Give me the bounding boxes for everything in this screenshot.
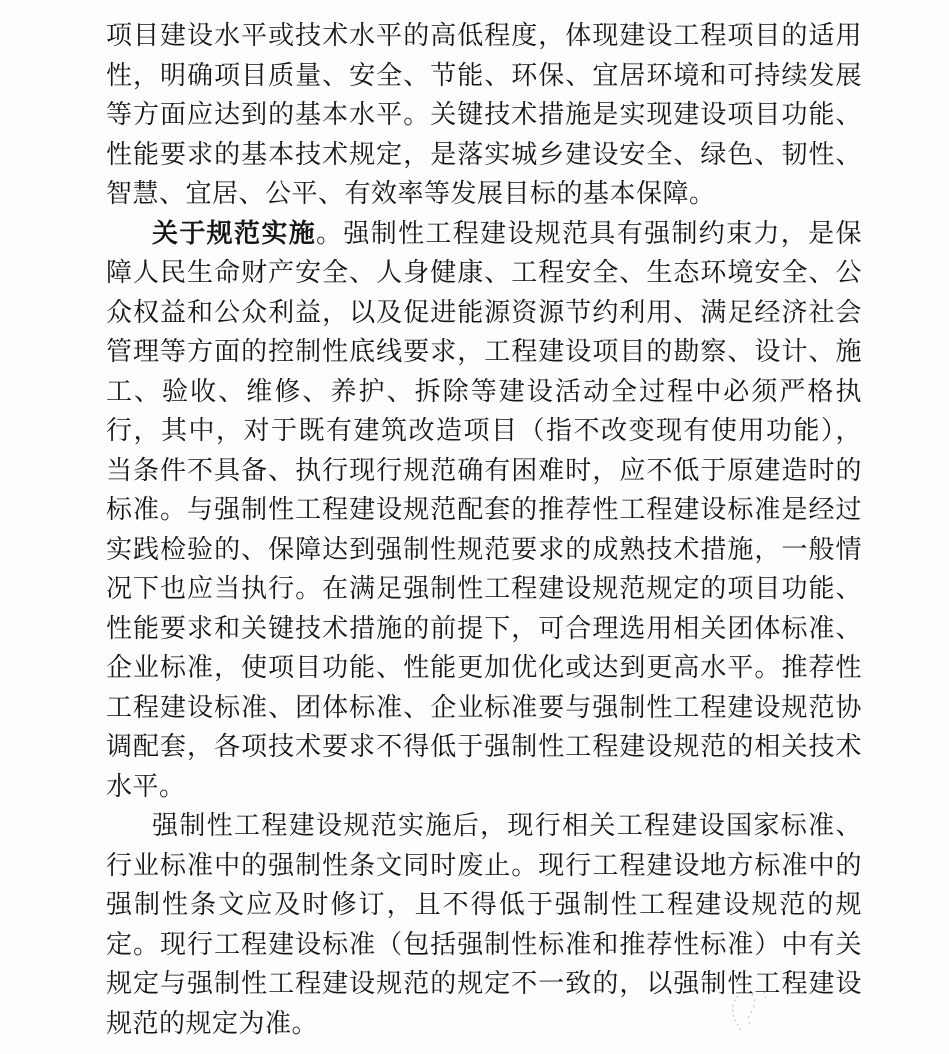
text-line: 众权益和公众利益，以及促进能源资源节约利用、满足经济社会: [106, 297, 862, 327]
text-line: 工、验收、维修、养护、拆除等建设活动全过程中必须严格执: [106, 376, 862, 406]
ink-smudge-mark: [728, 990, 774, 1042]
text-line: 调配套，各项技术要求不得低于强制性工程建设规范的相关技术: [106, 732, 862, 761]
text-line: 障人民生命财产安全、人身健康、工程安全、生态环境安全、公: [106, 258, 862, 287]
text-line: 工程建设标准、团体标准、企业标准要与强制性工程建设规范协: [106, 692, 862, 722]
text-line: 项目建设水平或技术水平的高低程度，体现建设工程项目的适用: [106, 21, 862, 50]
text-line: 规范的规定为准。: [106, 1008, 319, 1038]
text-line: 定。现行工程建设标准（包括强制性标准和推荐性标准）中有关: [106, 929, 862, 959]
bold-run: 关于规范实施: [152, 218, 317, 248]
text-line: 行业标准中的强制性条文同时废止。现行工程建设地方标准中的: [106, 850, 862, 880]
text-line: 管理等方面的控制性底线要求，工程建设项目的勘察、设计、施: [106, 337, 862, 366]
text-line-paragraph-start: 强制性工程建设规范实施后，现行相关工程建设国家标准、: [152, 811, 862, 840]
text-line-paragraph-start: 关于规范实施。强制性工程建设规范具有强制约束力，是保: [152, 218, 862, 248]
text-line: 实践检验的、保障达到强制性规范要求的成熟技术措施，一般情: [106, 534, 862, 564]
text-line: 水平。: [106, 771, 186, 801]
text-line: 况下也应当执行。在满足强制性工程建设规范规定的项目功能、: [106, 574, 862, 603]
text-line: 智慧、宜居、公平、有效率等发展目标的基本保障。: [106, 179, 716, 208]
text-line: 标准。与强制性工程建设规范配套的推荐性工程建设标准是经过: [106, 495, 862, 524]
text-line: 性能要求的基本技术规定，是落实城乡建设安全、绿色、韧性、: [106, 139, 862, 169]
text-line: 行，其中，对于既有建筑改造项目（指不改变现有使用功能），: [106, 416, 862, 445]
text-line: 等方面应达到的基本水平。关键技术措施是实现建设项目功能、: [106, 100, 862, 129]
text-line: 当条件不具备、执行现行规范确有困难时，应不低于原建造时的: [106, 455, 862, 485]
text-line: 性，明确项目质量、安全、节能、环保、宜居环境和可持续发展: [106, 60, 862, 90]
text-line: 强制性条文应及时修订，且不得低于强制性工程建设规范的规: [106, 890, 862, 919]
body-text: [106, 16, 862, 1043]
text-line: 企业标准，使项目功能、性能更加优化或达到更高水平。推荐性: [106, 653, 862, 682]
text-line: 性能要求和关键技术措施的前提下，可合理选用相关团体标准、: [106, 613, 862, 643]
text-line: 规定与强制性工程建设规范的规定不一致的，以强制性工程建设: [106, 969, 862, 998]
